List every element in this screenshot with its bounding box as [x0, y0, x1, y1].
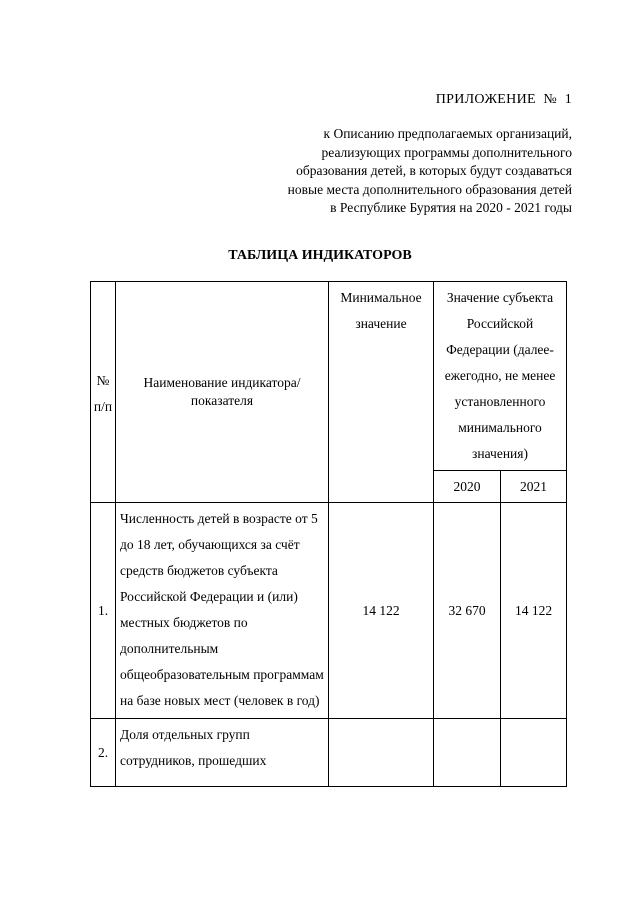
appendix-description-line: в Республике Бурятия на 2020 - 2021 годы [330, 200, 572, 215]
row-name: Доля отдельных групп сотрудников, прошедших [116, 719, 329, 787]
table-header-row [91, 282, 567, 471]
row-value-2021: 14 122 [501, 503, 567, 719]
row-number: 2. [91, 719, 116, 787]
appendix-description-line: реализующих программы дополнительного [321, 144, 572, 160]
table-title: ТАБЛИЦА ИНДИКАТОРОВ [228, 248, 412, 263]
appendix-description [172, 125, 572, 218]
appendix-description-line: образования детей, в которых будут создаваться [296, 163, 572, 178]
row-number: 1. [91, 503, 116, 719]
header-subject-value: Значение субъекта Российской Федерации (далее-ежегодно, не менее установленного минимального значения) [434, 282, 567, 471]
table-row [91, 503, 567, 719]
appendix-description-line: к Описанию предполагаемых организаций, [323, 126, 572, 141]
header-year-2020: 2020 [434, 471, 501, 503]
row-name: Численность детей в возрасте от 5 до 18 лет, обучающихся за счёт средств бюджетов субъекта Российской Федерации и (или) местных бюджетов по дополнительным общеобразовательным программам на базе новых мест (человек в год) [116, 503, 329, 719]
table-row [91, 719, 567, 787]
row-value-2020 [434, 719, 501, 787]
header-number: № п/п [91, 282, 116, 503]
header-year-2021: 2021 [501, 471, 567, 503]
indicators-table [90, 281, 567, 787]
row-value-2020: 32 670 [434, 503, 501, 719]
appendix-description-line: новые места дополнительного образования детей [287, 181, 572, 197]
row-min-value [329, 719, 434, 787]
header-min-value: Минимальное значение [329, 282, 434, 503]
header-name: Наименование индикатора/показателя [116, 282, 329, 503]
row-value-2021 [501, 719, 567, 787]
row-min-value: 14 122 [329, 503, 434, 719]
appendix-title: ПРИЛОЖЕНИЕ № 1 [435, 92, 572, 107]
